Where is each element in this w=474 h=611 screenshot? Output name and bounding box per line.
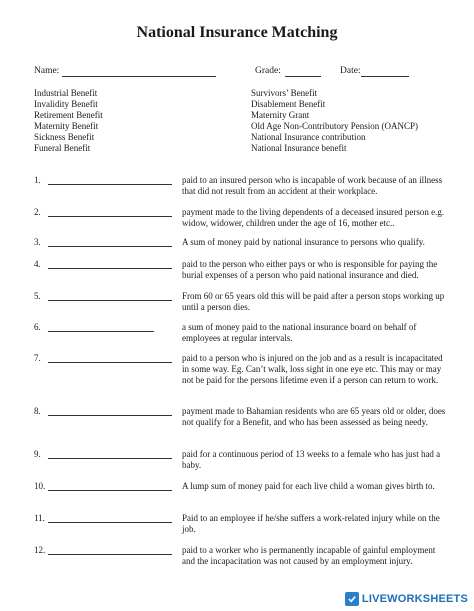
word-bank-item: Old Age Non-Contributory Pension (OANCP) <box>251 121 418 131</box>
answer-blank[interactable] <box>48 184 172 185</box>
answer-blank[interactable] <box>48 554 172 555</box>
answer-blank[interactable] <box>48 362 172 363</box>
grade-label: Grade: <box>255 66 281 76</box>
answer-blank[interactable] <box>48 490 172 491</box>
name-field[interactable] <box>62 76 216 77</box>
watermark-text: LIVEWORKSHEETS <box>361 593 468 605</box>
question-number: 9. <box>34 449 41 459</box>
answer-blank[interactable] <box>48 246 172 247</box>
word-bank-item: National Insurance benefit <box>251 143 347 153</box>
question-text: paid to a worker who is permanently incapable of gainful employment and the incapacitation was not caused by an employment injury. <box>182 545 436 567</box>
date-field[interactable] <box>361 76 409 77</box>
word-bank-item: National Insurance contribution <box>251 132 366 142</box>
question-text: paid to an insured person who is incapable of work because of an illness that did not result from an accident at their workplace. <box>182 175 443 197</box>
word-bank-item: Funeral Benefit <box>34 143 91 153</box>
question-number: 10. <box>34 481 46 491</box>
question-text: paid for a continuous period of 13 weeks to a female who has just had a baby. <box>182 449 441 471</box>
answer-blank[interactable] <box>48 268 172 269</box>
word-bank-item: Industrial Benefit <box>34 88 98 98</box>
question-number: 1. <box>34 175 41 185</box>
word-bank-item: Invalidity Benefit <box>34 99 98 109</box>
date-label: Date: <box>340 66 361 76</box>
answer-blank[interactable] <box>48 216 172 217</box>
student-info-row <box>0 66 474 80</box>
answer-blank[interactable] <box>48 415 172 416</box>
word-bank-item: Retirement Benefit <box>34 110 103 120</box>
question-text: From 60 or 65 years old this will be paid after a person stops working up until a person dies. <box>182 291 445 313</box>
name-label: Name: <box>34 66 60 76</box>
question-number: 5. <box>34 291 41 301</box>
answer-blank[interactable] <box>48 300 172 301</box>
liveworksheets-logo-icon <box>345 592 359 606</box>
word-bank-left <box>34 88 103 154</box>
question-text: A lump sum of money paid for each live child a woman gives birth to. <box>182 481 435 491</box>
question-number: 7. <box>34 353 41 363</box>
word-bank-right <box>251 88 418 154</box>
question-number: 6. <box>34 322 41 332</box>
word-bank-item: Maternity Grant <box>251 110 310 120</box>
answer-blank[interactable] <box>48 458 172 459</box>
grade-field[interactable] <box>285 76 321 77</box>
question-text: Paid to an employee if he/she suffers a work-related injury while on the job. <box>182 513 440 535</box>
question-text: paid to a person who is injured on the job and as a result is incapacitated in some way. Eg. Can’t walk, loss sight in one eye etc. This may or may not be paid for the persons lifetime even if a person can return to work. <box>182 353 443 386</box>
question-number: 8. <box>34 406 41 416</box>
liveworksheets-watermark <box>345 591 468 607</box>
question-number: 4. <box>34 259 41 269</box>
question-number: 12. <box>34 545 46 555</box>
question-number: 3. <box>34 237 41 247</box>
question-number: 11. <box>34 513 45 523</box>
page-title: National Insurance Matching <box>136 24 338 41</box>
question-number: 2. <box>34 207 41 217</box>
question-text: payment made to Bahamian residents who are 65 years old or older, does not qualify for a Benefit, and who has been assessed as being needy. <box>182 406 446 428</box>
word-bank-item: Sickness Benefit <box>34 132 95 142</box>
answer-blank[interactable] <box>48 331 154 332</box>
word-bank-item: Maternity Benefit <box>34 121 99 131</box>
word-bank-item: Survivors’ Benefit <box>251 88 318 98</box>
word-bank-item: Disablement Benefit <box>251 99 326 109</box>
question-text: a sum of money paid to the national insurance board on behalf of employees at regular intervals. <box>182 322 417 344</box>
question-text: A sum of money paid by national insurance to persons who qualify. <box>182 237 425 247</box>
answer-blank[interactable] <box>48 522 172 523</box>
question-text: payment made to the living dependents of a deceased insured person e.g. widow, widower, children under the age of 16, mother etc.. <box>182 207 445 229</box>
question-text: paid to the person who either pays or who is responsible for paying the burial expenses of a person who paid national insurance and died. <box>182 259 438 281</box>
